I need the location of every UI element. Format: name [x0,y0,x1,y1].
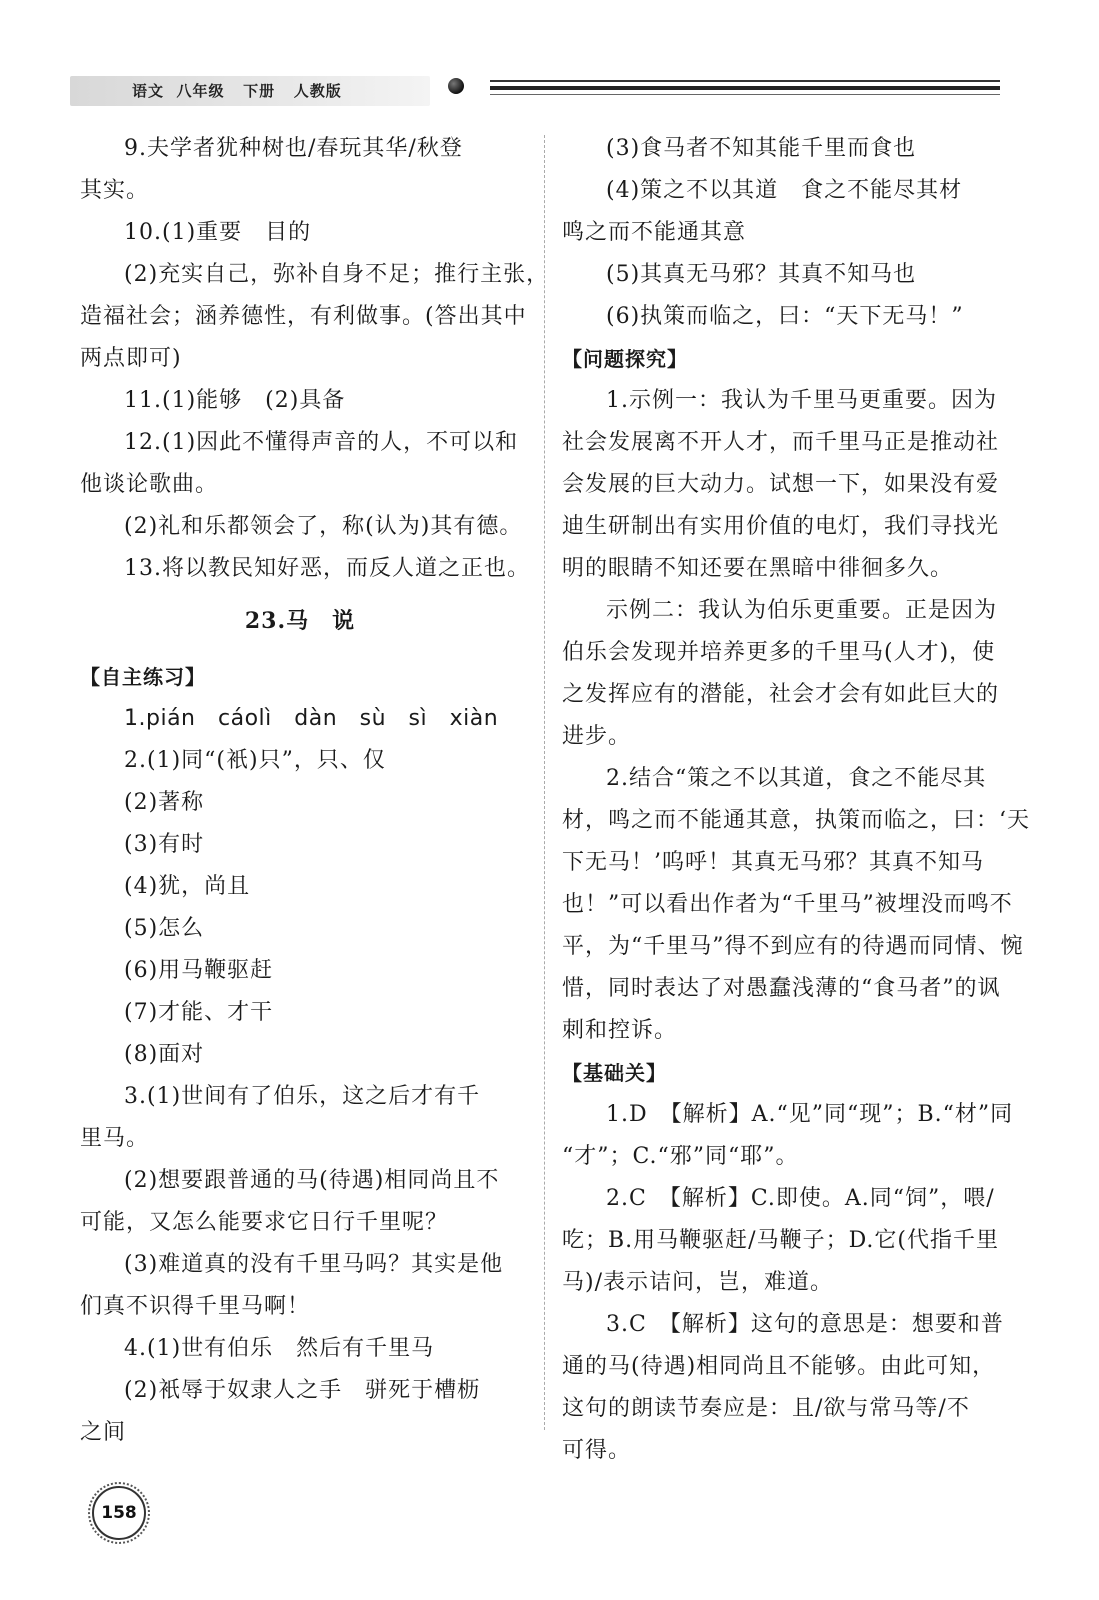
text-line: (3)食马者不知其能千里而食也 [606,136,917,161]
header-text: 语文 八年级 下册 人教版 [132,82,342,100]
text-line: 们真不识得千里马啊！ [80,1294,311,1319]
text-line: 鸣之而不能通其意 [562,220,747,245]
text-line: 明的眼睛不知还要在黑暗中徘徊多久。 [562,556,954,581]
text-line: 10.(1)重要 目的 [124,220,312,245]
section-heading: 【基础关】 [562,1061,667,1085]
text-line: 之发挥应有的潜能，社会才会有如此巨大的 [562,682,1000,707]
lesson-title: 23.马 说 [244,608,356,634]
text-line: (2)礼和乐都领会了，称(认为)其有德。 [124,514,523,539]
text-line: 刺和控诉。 [562,1018,678,1043]
header-rule [490,86,1000,90]
text-line: 社会发展离不开人才，而千里马正是推动社 [562,430,1000,455]
text-line: 2.(1)同“(衹)只”，只、仅 [124,748,386,773]
text-line: 这句的朗读节奏应是：且/欲与常马等/不 [562,1396,970,1421]
header-rule [490,94,1000,95]
text-line: 他谈论歌曲。 [80,472,219,497]
text-line: 4.(1)世有伯乐 然后有千里马 [124,1336,435,1361]
text-line: (4)犹，尚且 [124,874,251,899]
page-number: 158 [101,1503,137,1523]
section-heading: 【自主练习】 [80,665,206,689]
text-line: 下无马！’呜呼！其真无马邪？其真不知马 [562,850,984,875]
text-line: (5)怎么 [124,916,205,941]
text-line: 可得。 [562,1438,632,1463]
text-line: 3.C 【解析】这句的意思是：想要和普 [606,1312,1004,1337]
text-line: 11.(1)能够 (2)具备 [124,388,346,413]
text-line: 2.C 【解析】C.即使。A.同“饲”，喂/ [606,1186,995,1211]
header-rule [490,80,1000,82]
text-line: 伯乐会发现并培养更多的千里马(人才)，使 [562,640,996,665]
text-line: 会发展的巨大动力。试想一下，如果没有爱 [562,472,1000,497]
text-line: 12.(1)因此不懂得声音的人，不可以和 [124,430,519,455]
text-line: 之间 [80,1420,127,1445]
text-line: 吃；B.用马鞭驱赶/马鞭子；D.它(代指千里 [562,1228,1000,1253]
text-line: 平，为“千里马”得不到应有的待遇而同情、惋 [562,934,1024,959]
text-line: 1.示例一：我认为千里马更重要。因为 [606,388,997,413]
text-line: (3)难道真的没有千里马吗？其实是他 [124,1252,504,1277]
text-line: 两点即可) [80,346,182,371]
text-line: (7)才能、才干 [124,1000,274,1025]
text-line: (6)用马鞭驱赶 [124,958,274,983]
page-number-badge [92,1486,146,1540]
text-line: 惜，同时表达了对愚蠢浅薄的“食马者”的讽 [562,976,1001,1001]
text-line: 通的马(待遇)相同尚且不能够。由此可知， [562,1354,996,1379]
text-line: (2)想要跟普通的马(待遇)相同尚且不 [124,1168,500,1193]
text-line: (6)执策而临之，曰：“天下无马！” [606,304,964,329]
text-line: 马)/表示诘问，岂，难道。 [562,1270,833,1295]
left-column [80,128,550,1454]
text-line: 里马。 [80,1126,150,1151]
text-line: (4)策之不以其道 食之不能尽其材 [606,178,963,203]
text-line: 13.将以教民知好恶，而反人道之正也。 [124,556,530,581]
text-line: 造福社会；涵养德性，有利做事。(答出其中 [80,304,527,329]
right-column [562,128,1030,1472]
text-line: 2.结合“策之不以其道，食之不能尽其 [606,766,987,791]
text-line: (2)充实自己，弥补自身不足；推行主张， [124,262,550,287]
text-line: (2)衹辱于奴隶人之手 骈死于槽枥 [124,1378,481,1403]
page-header [70,72,1010,112]
text-line: “才”；C.“邪”同“耶”。 [562,1144,799,1169]
section-heading: 【问题探究】 [562,347,688,371]
text-line: (2)著称 [124,790,205,815]
text-line: 进步。 [562,724,632,749]
text-line: 迪生研制出有实用价值的电灯，我们寻找光 [562,514,1000,539]
text-line: 其实。 [80,178,150,203]
column-divider [544,135,545,1430]
text-line: (3)有时 [124,832,205,857]
text-line: 可能，又怎么能要求它日行千里呢？ [80,1210,449,1235]
text-line: 1.pián cáolì dàn sù sì xiàn [124,706,499,731]
text-line: 也！”可以看出作者为“千里马”被埋没而鸣不 [562,892,1013,917]
header-dot-icon [448,78,464,94]
text-line: (5)其真无马邪？其真不知马也 [606,262,917,287]
text-line: 示例二：我认为伯乐更重要。正是因为 [606,598,998,623]
text-line: 材，鸣之而不能通其意，执策而临之，曰：‘天 [562,808,1030,833]
text-line: (8)面对 [124,1042,205,1067]
text-line: 3.(1)世间有了伯乐，这之后才有千 [124,1084,481,1109]
text-line: 1.D 【解析】A.“见”同“现”；B.“材”同 [606,1102,1014,1127]
text-line: 9.夫学者犹种树也/春玩其华/秋登 [124,136,463,161]
